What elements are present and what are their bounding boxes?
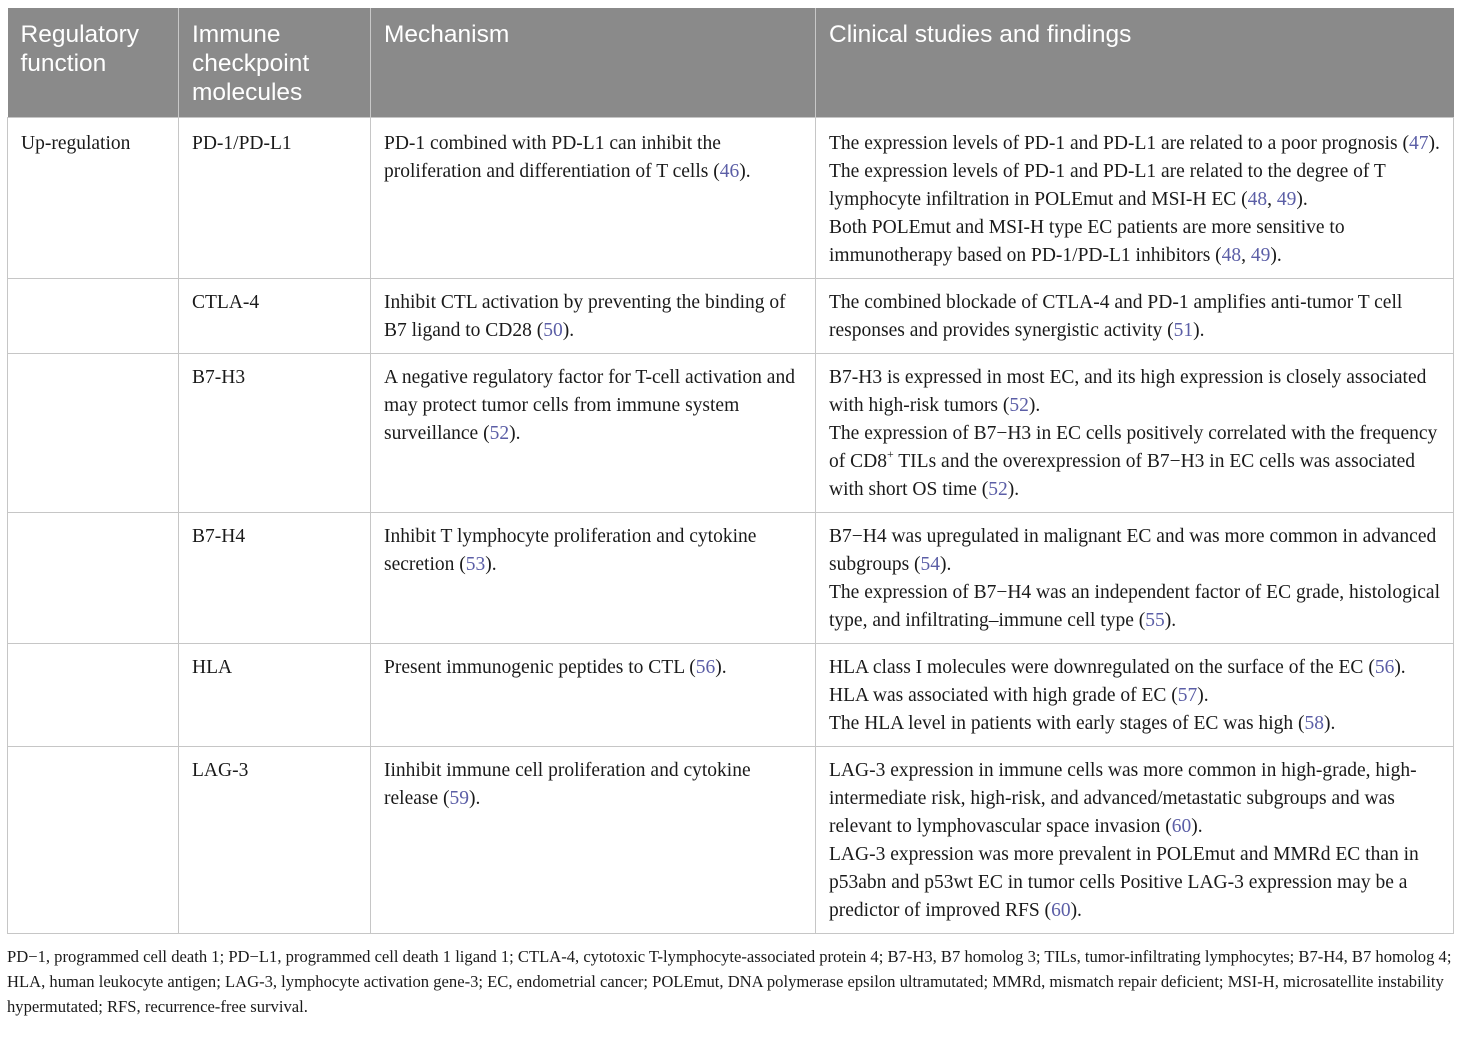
cell-regulatory-function [8, 747, 179, 934]
cell-mechanism: PD-1 combined with PD-L1 can inhibit the proliferation and differentiation of T cells (46). [371, 118, 816, 279]
superscript: + [886, 446, 894, 461]
document [7, 8, 1453, 1019]
citation-link[interactable]: 58 [1304, 713, 1324, 734]
cell-regulatory-function: Up-regulation [8, 118, 179, 279]
cell-findings [816, 644, 1454, 747]
cell-regulatory-function [8, 513, 179, 644]
cell-molecule: LAG-3 [179, 747, 371, 934]
cell-findings [816, 513, 1454, 644]
citation-link[interactable]: 53 [465, 554, 486, 575]
cell-findings [816, 354, 1454, 513]
table-row [8, 644, 1454, 747]
table-footnote: PD−1, programmed cell death 1; PD−L1, programmed cell death 1 ligand 1; CTLA-4, cytotoxic T-lymphocyte-associated protein 4; B7-H3, B7 homolog 3; TILs, tumor-infiltrating lymphocytes; B7-H4, B7 homolog 4; HLA, human leukocyte antigen; LAG-3, lymphocyte activation gene-3; EC, endometrial cancer; POLEmut, DNA polymerase epsilon ultramutated; MMRd, mismatch repair deficient; MSI-H, microsatellite instability hypermutated; RFS, recurrence-free survival. [7, 947, 1452, 1016]
cell-mechanism: Present immunogenic peptides to CTL (56). [371, 644, 816, 747]
citation-link[interactable]: 60 [1171, 816, 1192, 837]
citation-link[interactable]: 52 [988, 479, 1008, 500]
header-clinical-findings: Clinical studies and findings [816, 8, 1454, 118]
table-row [8, 747, 1454, 934]
citation-link[interactable]: 52 [1009, 395, 1029, 416]
finding-line: The expression levels of PD-1 and PD-L1 are related to a poor prognosis (47). [829, 133, 1440, 154]
table-row [8, 513, 1454, 644]
finding-line: B7-H3 is expressed in most EC, and its high expression is closely associated with high-risk tumors (52). [829, 367, 1427, 416]
citation-link[interactable]: 49 [1276, 189, 1297, 210]
cell-molecule: CTLA-4 [179, 279, 371, 354]
cell-regulatory-function [8, 279, 179, 354]
citation-link[interactable]: 51 [1173, 320, 1194, 341]
cell-regulatory-function [8, 354, 179, 513]
citation-link[interactable]: 60 [1051, 900, 1071, 921]
cell-mechanism: Inhibit CTL activation by preventing the binding of B7 ligand to CD28 (50). [371, 279, 816, 354]
citation-link[interactable]: 54 [920, 554, 941, 575]
citation-link[interactable]: 56 [1374, 657, 1395, 678]
finding-line: Both POLEmut and MSI-H type EC patients are more sensitive to immunotherapy based on PD-1/PD-L1 inhibitors (48, 49). [829, 217, 1345, 266]
citation-link[interactable]: 59 [449, 788, 469, 809]
cell-molecule: B7-H3 [179, 354, 371, 513]
citation-link[interactable]: 52 [489, 423, 510, 444]
cell-findings [816, 118, 1454, 279]
header-row [8, 8, 1454, 118]
finding-line: The expression of B7−H3 in EC cells positively correlated with the frequency of CD8+ TILs and the overexpression of B7−H3 in EC cells was associated with short OS time (52). [829, 423, 1438, 500]
citation-link[interactable]: 50 [543, 320, 563, 341]
finding-line: HLA class I molecules were downregulated on the surface of the EC (56). [829, 657, 1406, 678]
citation-link[interactable]: 46 [719, 161, 740, 182]
citation-link[interactable]: 57 [1177, 685, 1198, 706]
table-row [8, 118, 1454, 279]
cell-molecule: PD-1/PD-L1 [179, 118, 371, 279]
table-row [8, 354, 1454, 513]
header-mechanism: Mechanism [371, 8, 816, 118]
finding-line: The HLA level in patients with early stages of EC was high (58). [829, 713, 1336, 734]
header-regulatory-function: Regulatory function [8, 8, 179, 118]
finding-line: The combined blockade of CTLA-4 and PD-1 amplifies anti-tumor T cell responses and provides synergistic activity (51). [829, 292, 1403, 341]
citation-link[interactable]: 56 [695, 657, 716, 678]
citation-link[interactable]: 55 [1145, 610, 1165, 631]
checkpoint-table [7, 8, 1454, 934]
citation-link[interactable]: 48 [1221, 245, 1242, 266]
cell-findings [816, 279, 1454, 354]
finding-line: The expression levels of PD-1 and PD-L1 are related to the degree of T lymphocyte infiltration in POLEmut and MSI-H EC (48, 49). [829, 161, 1386, 210]
citation-link[interactable]: 49 [1250, 245, 1271, 266]
table-row [8, 279, 1454, 354]
finding-line: B7−H4 was upregulated in malignant EC and was more common in advanced subgroups (54). [829, 526, 1437, 575]
finding-line: LAG-3 expression in immune cells was more common in high-grade, high-intermediate risk, high-risk, and advanced/metastatic subgroups and was relevant to lymphovascular space invasion (60). [829, 760, 1417, 837]
cell-molecule: B7-H4 [179, 513, 371, 644]
cell-findings [816, 747, 1454, 934]
citation-link[interactable]: 48 [1247, 189, 1268, 210]
cell-regulatory-function [8, 644, 179, 747]
finding-line: LAG-3 expression was more prevalent in POLEmut and MMRd EC than in p53abn and p53wt EC in tumor cells Positive LAG-3 expression may be a predictor of improved RFS (60). [829, 844, 1419, 921]
header-immune-checkpoint-molecules: Immune checkpoint molecules [179, 8, 371, 118]
cell-mechanism: Inhibit T lymphocyte proliferation and cytokine secretion (53). [371, 513, 816, 644]
citation-link[interactable]: 47 [1408, 133, 1429, 154]
finding-line: HLA was associated with high grade of EC (57). [829, 685, 1209, 706]
cell-molecule: HLA [179, 644, 371, 747]
finding-line: The expression of B7−H4 was an independent factor of EC grade, histological type, and infiltrating–immune cell type (55). [829, 582, 1440, 631]
cell-mechanism: A negative regulatory factor for T-cell activation and may protect tumor cells from immune system surveillance (52). [371, 354, 816, 513]
cell-mechanism: Iinhibit immune cell proliferation and cytokine release (59). [371, 747, 816, 934]
